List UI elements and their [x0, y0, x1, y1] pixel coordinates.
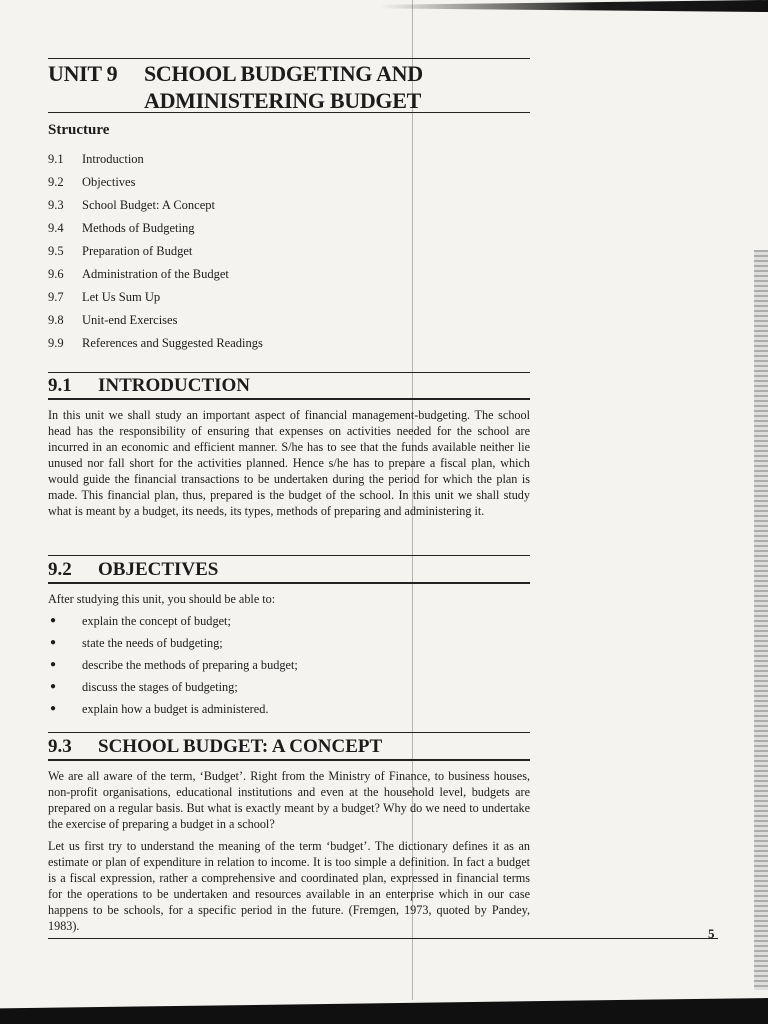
toc-item	[48, 334, 448, 357]
section-rule	[48, 398, 530, 400]
section-rule	[48, 759, 530, 761]
list-item	[48, 656, 530, 678]
toc-number: 9.1	[48, 152, 64, 166]
title-top-rule	[48, 58, 530, 59]
list-item	[48, 612, 530, 634]
toc-item	[48, 150, 448, 173]
objectives-list	[48, 612, 530, 722]
toc-label: Administration of the Budget	[82, 267, 229, 281]
list-item-text: state the needs of budgeting;	[82, 636, 223, 650]
section-rule	[48, 582, 530, 584]
bullet-icon: ●	[50, 681, 57, 692]
unit-title-line2: ADMINISTERING BUDGET	[144, 88, 421, 113]
section-rule	[48, 555, 530, 556]
unit-title-line1: SCHOOL BUDGETING AND	[144, 61, 423, 86]
toc-number: 9.5	[48, 244, 64, 258]
list-item-text: discuss the stages of budgeting;	[82, 680, 238, 694]
toc-number: 9.8	[48, 313, 64, 327]
list-item	[48, 700, 530, 722]
section-rule	[48, 732, 530, 733]
unit-number: UNIT 9	[48, 61, 118, 86]
section-number: 9.2	[48, 559, 72, 580]
list-item	[48, 678, 530, 700]
toc-number: 9.2	[48, 175, 64, 189]
toc-number: 9.4	[48, 221, 64, 235]
introduction-paragraph: In this unit we shall study an important aspect of financial management-budgeting. The school head has the responsibility of ensuring that expenses on activities needed for the school are incurred in an economic and efficient manner. S/he has to see that the funds available neither lie unused nor fall short for the activities planned. Hence s/he has to prepare a fiscal plan, which would guide the financial transactions to be undertaken during the period for which the plan is made. This financial plan, thus, prepared is the budget of the school. In this unit we shall study what is meant by a budget, its needs, its types, methods of preparing and administering it.	[48, 408, 530, 518]
toc-label: Methods of Budgeting	[82, 221, 195, 235]
section-title: INTRODUCTION	[98, 375, 251, 396]
section-number: 9.1	[48, 375, 72, 396]
toc-item	[48, 288, 448, 311]
toc-item	[48, 219, 448, 242]
toc-label: Preparation of Budget	[82, 244, 193, 258]
toc-label: Objectives	[82, 175, 136, 189]
toc-label: School Budget: A Concept	[82, 198, 215, 212]
section-heading-objectives	[48, 559, 218, 581]
section-heading-concept	[48, 736, 382, 758]
page-number: 5	[708, 926, 715, 941]
section-heading-introduction	[48, 375, 250, 397]
concept-paragraph-2: Let us first try to understand the meaning of the term ‘budget’. The dictionary defines it as an estimate or plan of expenditure in relation to income. It is too simple a definition. In fact a budget is a fiscal expression, rather a comprehensive and coordinated plan, expressed in financial terms for the operations to be undertaken and resources available in an enterprise which in our case happens to be schools, for a specific period in the future. (Fremgen, 1973, quoted by Pandey, 1983).	[48, 839, 530, 933]
toc-item	[48, 242, 448, 265]
scan-shadow-bottom	[0, 998, 768, 1024]
structure-list	[48, 150, 448, 357]
list-item-text: explain the concept of budget;	[82, 614, 231, 628]
toc-item	[48, 265, 448, 288]
toc-number: 9.3	[48, 198, 64, 212]
section-title: SCHOOL BUDGET: A CONCEPT	[98, 736, 383, 757]
footer-rule	[48, 938, 718, 939]
section-number: 9.3	[48, 736, 72, 757]
toc-number: 9.6	[48, 267, 64, 281]
structure-heading: Structure	[48, 122, 110, 138]
toc-item	[48, 173, 448, 196]
scan-page-edge	[754, 250, 768, 990]
scan-shadow-top	[380, 0, 768, 12]
toc-label: Unit-end Exercises	[82, 313, 178, 327]
toc-label: Introduction	[82, 152, 144, 166]
toc-item	[48, 311, 448, 334]
toc-number: 9.7	[48, 290, 64, 304]
bullet-icon: ●	[50, 637, 57, 648]
unit-title	[48, 60, 530, 114]
bullet-icon: ●	[50, 615, 57, 626]
list-item-text: describe the methods of preparing a budget;	[82, 658, 298, 672]
toc-label: References and Suggested Readings	[82, 336, 263, 350]
bullet-icon: ●	[50, 703, 57, 714]
concept-paragraph-1: We are all aware of the term, ‘Budget’. Right from the Ministry of Finance, to business houses, non-profit organisations, educational institutions and even at the household level, budgets are prepared on a regular basis. But what is exactly meant by a budget? Why do we need to undertake the exercise of preparing a budget in a school?	[48, 769, 530, 831]
toc-item	[48, 196, 448, 219]
list-item	[48, 634, 530, 656]
toc-label: Let Us Sum Up	[82, 290, 161, 304]
list-item-text: explain how a budget is administered.	[82, 702, 269, 716]
title-bottom-rule	[48, 112, 530, 113]
section-title: OBJECTIVES	[98, 559, 219, 580]
objectives-intro: After studying this unit, you should be able to:	[48, 592, 276, 606]
bullet-icon: ●	[50, 659, 57, 670]
toc-number: 9.9	[48, 336, 64, 350]
section-rule	[48, 372, 530, 373]
